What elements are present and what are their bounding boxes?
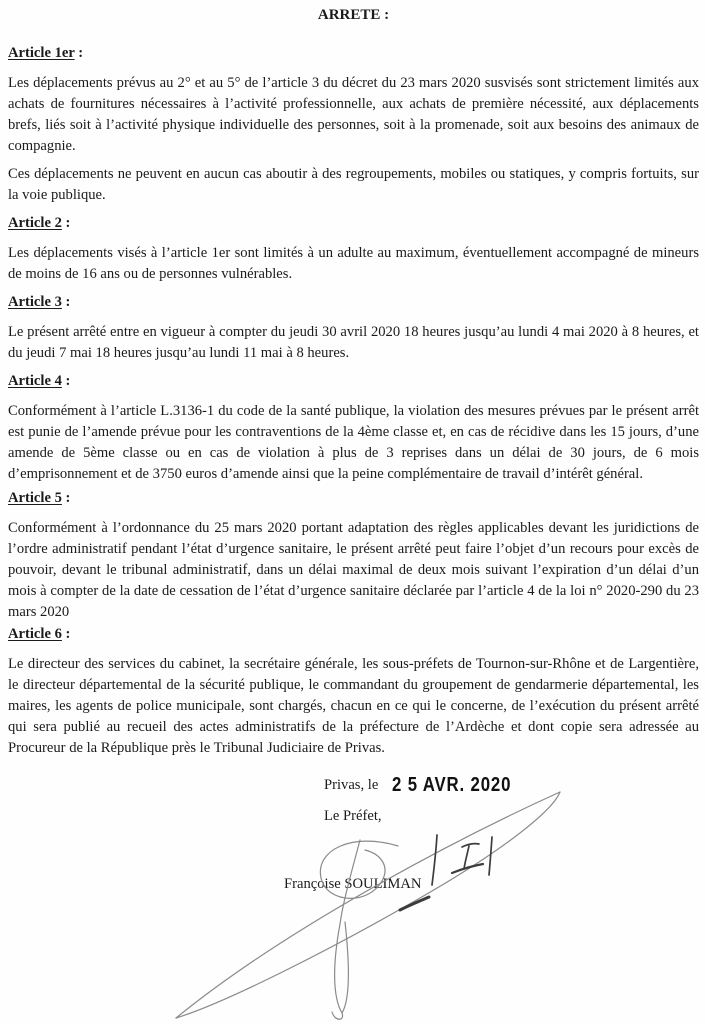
article-1-heading-label: Article 1er xyxy=(8,45,75,61)
place-label: Privas, le xyxy=(324,777,379,793)
article-5-paragraph-1: Conformément à l’ordonnance du 25 mars 2020 portant adaptation des règles applicables devant les juridictions de l’ordre administratif pendant l’état d’urgence sanitaire, le présent arrêté peut faire l’objet d’un recours pour excès de pouvoir, devant le tribunal administratif, dans un délai maximal de deux mois suivant l’expiration d’un délai d’un mois à compter de la date de cessation de l’état d’urgence sanitaire déclarée par l’article 4 de la loi n° 2020-290 du 23 mars 2020 xyxy=(8,520,699,620)
place-and-date-line xyxy=(324,774,534,797)
article-1-paragraph-1: Les déplacements prévus au 2° et au 5° de l’article 3 du décret du 23 mars 2020 susvisés sont strictement limités aux achats de fournitures nécessaires à l’activité professionnelle, aux achats de première nécessité, aux déplacements brefs, liés soit à l’activité physique individuelle des personnes, soit à la promenade, soit aux besoins des animaux de compagnie. xyxy=(8,75,699,154)
heading-colon: : xyxy=(61,294,71,310)
article-6-heading-label: Article 6 xyxy=(8,626,62,642)
article-3-paragraph-1: Le présent arrêté entre en vigueur à compter du jeudi 30 avril 2020 18 heures jusqu’au lundi 4 mai 2020 à 8 heures, et du jeudi 7 mai 18 heures jusqu’au lundi 11 mai à 8 heures. xyxy=(8,324,699,361)
signatory-title: Le Préfet, xyxy=(324,808,382,824)
article-4-paragraph-1: Conformément à l’article L.3136-1 du code de la santé publique, la violation des mesures prévues par le présent arrêt est punie de l’amende prévue pour les contraventions de la 4ème classe et, en cas de récidive dans les 15 jours, d’une amende de 5ème classe ou en cas de violation à plus de 3 reprises dans un délai de 30 jours, de 6 mois d’emprisonnement et de 3750 euros d’amende ainsi que la peine complémentaire de travail d’intérêt général. xyxy=(8,403,699,482)
article-5-heading xyxy=(8,488,699,509)
article-4 xyxy=(8,371,699,485)
article-5 xyxy=(8,488,699,623)
article-4-heading xyxy=(8,371,699,392)
article-6 xyxy=(8,624,699,759)
signatory-name: Françoise SOULIMAN xyxy=(284,876,422,892)
article-5-heading-label: Article 5 xyxy=(8,490,62,506)
article-6-paragraph-1: Le directeur des services du cabinet, la secrétaire générale, les sous-préfets de Tournon-sur-Rhône et de Largentière, le directeur départemental de la sécurité publique, le commandant du groupement de gendarmerie départemental, les maires, les agents de police municipale, sont chargés, chacun en ce qui le concerne, de l’exécution du présent arrêté qui sera publié au recueil des actes administratifs de la préfecture de l’Ardèche et dont copie sera adressée au Procureur de la République près le Tribunal Judiciaire de Privas. xyxy=(8,656,699,756)
heading-colon: : xyxy=(74,45,84,61)
heading-colon: : xyxy=(61,215,71,231)
heading-colon: : xyxy=(61,626,71,642)
document-title: ARRETE : xyxy=(317,7,390,23)
heading-colon: : xyxy=(61,490,71,506)
article-6-heading xyxy=(8,624,699,645)
article-3 xyxy=(8,292,699,364)
article-4-heading-label: Article 4 xyxy=(8,373,62,389)
article-1-heading xyxy=(8,43,699,64)
article-2-paragraph-1: Les déplacements visés à l’article 1er sont limités à un adulte au maximum, éventuellement accompagné de mineurs de moins de 16 ans ou de personnes vulnérables. xyxy=(8,245,699,282)
article-3-heading xyxy=(8,292,699,313)
article-1 xyxy=(8,43,699,206)
heading-colon: : xyxy=(61,373,71,389)
article-3-heading-label: Article 3 xyxy=(8,294,62,310)
article-2 xyxy=(8,213,699,285)
date-stamp: 2 5 AVR. 2020 xyxy=(392,774,512,796)
article-1-paragraph-2: Ces déplacements ne peuvent en aucun cas aboutir à des regroupements, mobiles ou statiques, y compris fortuits, sur la voie publique. xyxy=(8,166,699,203)
article-2-heading-label: Article 2 xyxy=(8,215,62,231)
article-2-heading xyxy=(8,213,699,234)
